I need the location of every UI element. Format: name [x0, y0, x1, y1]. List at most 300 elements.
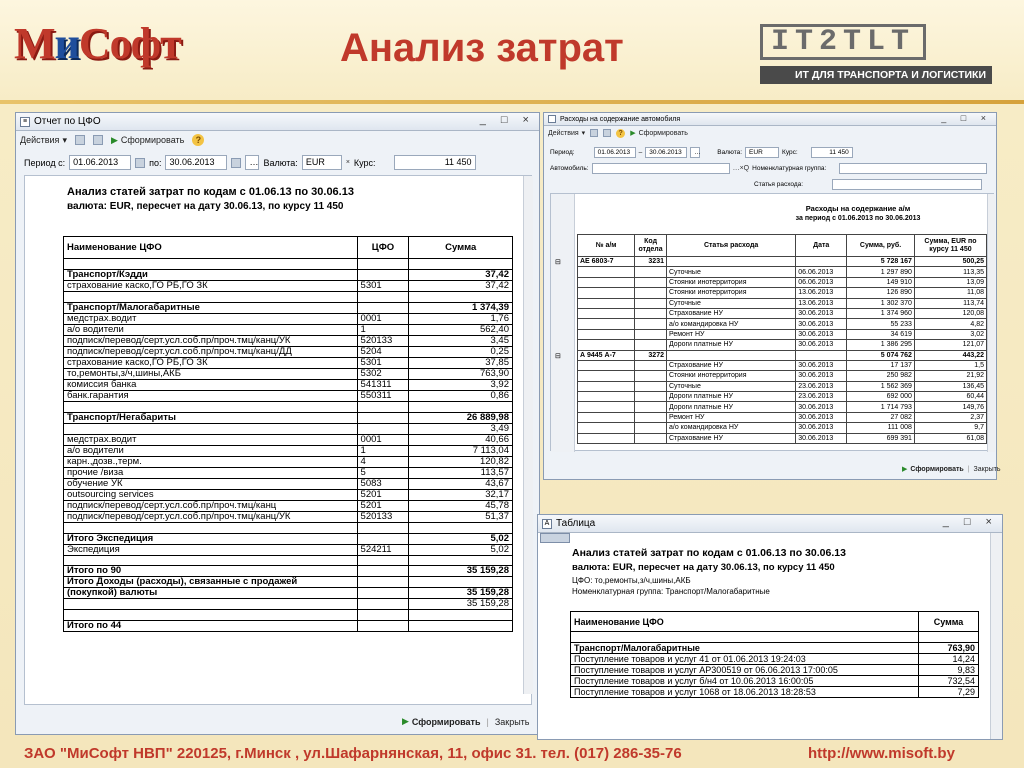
expense-item-cell: Стоянки инотерритория: [666, 288, 795, 298]
car-number-cell: [578, 360, 635, 370]
cfo-code-cell: 1: [357, 445, 409, 456]
table-row[interactable]: [64, 467, 513, 478]
cfo-name-cell: медстрах.водит: [64, 313, 358, 324]
table-row[interactable]: [578, 350, 987, 360]
help-icon[interactable]: ?: [616, 129, 625, 138]
sum-rub-cell: 1 562 369: [847, 381, 915, 391]
department-code-cell: [635, 288, 667, 298]
window-title: Таблица: [556, 518, 596, 529]
sum-cell: 7,29: [919, 686, 979, 697]
cfo-table: [63, 236, 513, 632]
cfo-name-cell: а/о водители: [64, 445, 358, 456]
table-row[interactable]: [571, 632, 979, 643]
rate-field[interactable]: 11 450: [811, 147, 853, 158]
name-cell: Поступление товаров и услуг 1068 от 18.06.2013 18:28:53: [571, 686, 919, 697]
build-button-bottom[interactable]: ▶ Сформировать: [902, 465, 964, 473]
sum-rub-cell: 692 000: [847, 392, 915, 402]
expense-item-cell: Страхование НУ: [666, 433, 795, 443]
table-row[interactable]: [64, 313, 513, 324]
table-row[interactable]: [64, 478, 513, 489]
sum-rub-cell: 149 910: [847, 277, 915, 287]
sum-cell: 32,17: [409, 489, 513, 500]
sum-rub-cell: 5 728 167: [847, 257, 915, 267]
table-row[interactable]: [571, 653, 979, 664]
column-header: Наименование ЦФО: [571, 612, 919, 632]
table-row[interactable]: [64, 489, 513, 500]
table-row[interactable]: [64, 357, 513, 368]
table-row[interactable]: [64, 324, 513, 335]
date-cell: 30.06.2013: [796, 360, 847, 370]
help-icon[interactable]: ?: [192, 134, 204, 146]
date-cell: [796, 257, 847, 267]
expense-item-cell: Стоянки инотерритория: [666, 371, 795, 381]
cfo-name-cell: [64, 599, 358, 610]
cfo-code-cell: [357, 599, 409, 610]
table-row[interactable]: [571, 675, 979, 686]
department-code-cell: [635, 423, 667, 433]
cfo-name-cell: Итого по 44: [64, 621, 358, 632]
table-row[interactable]: [64, 610, 513, 621]
sum-cell: 763,90: [409, 368, 513, 379]
table-row[interactable]: [64, 379, 513, 390]
variant-icon[interactable]: [93, 135, 103, 145]
sum-cell: 7 113,04: [409, 445, 513, 456]
period-from-field[interactable]: 01.06.2013: [594, 147, 636, 158]
table-row[interactable]: [578, 412, 987, 422]
build-button-bottom[interactable]: ▶ Сформировать: [402, 716, 481, 727]
expense-item-field[interactable]: [832, 179, 982, 190]
it2tlt-logo: IT2TLT ИТ ДЛЯ ТРАНСПОРТА И ЛОГИСТИКИ: [760, 24, 1010, 84]
car-number-cell: [578, 392, 635, 402]
company-address: ЗАО "МиСофт НВП" 220125, г.Минск , ул.Шафарнянская, 11, офис 31. тел. (017) 286-35-76: [24, 745, 682, 762]
name-cell: Поступление товаров и услуг АР300519 от 06.06.2013 17:00:05: [571, 664, 919, 675]
cfo-name-cell: Экспедиция: [64, 544, 358, 555]
date-cell: 30.06.2013: [796, 329, 847, 339]
sum-cell: 0,86: [409, 390, 513, 401]
table-row[interactable]: [578, 267, 987, 277]
report-area[interactable]: [550, 193, 994, 451]
cfo-name-cell: Итого Экспедиция: [64, 533, 358, 544]
department-code-cell: [635, 360, 667, 370]
website-link[interactable]: http://www.misoft.by: [808, 745, 955, 762]
cfo-code-cell: 4: [357, 456, 409, 467]
name-cell: Транспорт/Малогабаритные: [571, 642, 919, 653]
calendar-icon[interactable]: [135, 158, 145, 168]
cfo-name-cell: а/о водители: [64, 324, 358, 335]
date-cell: 30.06.2013: [796, 402, 847, 412]
table-row[interactable]: [64, 577, 513, 588]
period-select-button[interactable]: …: [245, 155, 259, 170]
department-code-cell: [635, 329, 667, 339]
report-area[interactable]: [24, 175, 532, 705]
table-row[interactable]: [64, 412, 513, 423]
table-row[interactable]: [64, 269, 513, 280]
department-code-cell: [635, 371, 667, 381]
build-button[interactable]: ▶ Сформировать: [630, 129, 688, 137]
sum-eur-cell: 113,74: [914, 298, 986, 308]
collapse-icon[interactable]: ⊟: [555, 259, 561, 266]
table-row[interactable]: [578, 340, 987, 350]
cfo-code-cell: [357, 566, 409, 577]
department-code-cell: [635, 412, 667, 422]
report-icon: ≡: [20, 117, 30, 127]
cfo-code-cell: [357, 423, 409, 434]
sum-cell: 26 889,98: [409, 412, 513, 423]
car-number-cell: [578, 319, 635, 329]
window-titlebar[interactable]: [544, 113, 996, 126]
table-row[interactable]: [578, 360, 987, 370]
window-titlebar[interactable]: [538, 515, 1002, 533]
cfo-code-cell: 541311: [357, 379, 409, 390]
table-icon: A: [542, 519, 552, 529]
expense-item-cell: [666, 350, 795, 360]
vertical-scrollbar[interactable]: [987, 194, 995, 452]
detail-table: [570, 611, 979, 698]
table-row[interactable]: [64, 280, 513, 291]
window-title: Отчет по ЦФО: [34, 116, 101, 127]
sum-cell: 9,83: [919, 664, 979, 675]
cfo-report-window: [15, 112, 540, 735]
department-code-cell: [635, 267, 667, 277]
table-row[interactable]: [578, 371, 987, 381]
expense-item-cell: а/о командировка НУ: [666, 319, 795, 329]
table-row[interactable]: [578, 319, 987, 329]
window-controls[interactable]: _ □ ×: [479, 114, 535, 126]
cfo-code-cell: 5204: [357, 346, 409, 357]
toolbar: [16, 131, 539, 149]
date-cell: 30.06.2013: [796, 319, 847, 329]
date-cell: 13.06.2013: [796, 288, 847, 298]
window-controls[interactable]: _ □ ×: [942, 516, 998, 528]
column-header: ЦФО: [357, 237, 409, 259]
period-to-field[interactable]: 30.06.2013: [165, 155, 227, 170]
table-row[interactable]: [578, 257, 987, 267]
actions-menu[interactable]: Действия ▾: [20, 134, 67, 145]
name-cell: Поступление товаров и услуг б/н4 от 10.06.2013 16:00:05: [571, 675, 919, 686]
vertical-scrollbar[interactable]: [990, 533, 1002, 739]
cfo-code-cell: [357, 269, 409, 280]
sum-cell: 51,37: [409, 511, 513, 522]
sum-cell: [409, 577, 513, 588]
car-number-cell: [578, 298, 635, 308]
table-row[interactable]: [64, 434, 513, 445]
report-title: Расходы на содержание а/м: [805, 204, 911, 213]
date-cell: [796, 350, 847, 360]
expense-filter-row: Статья расхода:: [754, 179, 982, 190]
cfo-code-cell: [357, 522, 409, 533]
table-row[interactable]: [64, 566, 513, 577]
cfo-name-cell: комиссия банка: [64, 379, 358, 390]
play-icon: ▶: [402, 716, 409, 726]
period-to-field[interactable]: 30.06.2013: [645, 147, 687, 158]
sum-rub-cell: 1 714 793: [847, 402, 915, 412]
cfo-name-cell: подписк/перевод/серт.усл.соб.пр/проч.тмц/канц/УК: [64, 511, 358, 522]
sum-eur-cell: 120,08: [914, 308, 986, 318]
close-button[interactable]: Закрыть: [973, 465, 1001, 473]
car-number-cell: [578, 423, 635, 433]
department-code-cell: [635, 433, 667, 443]
department-code-cell: [635, 392, 667, 402]
table-row[interactable]: [571, 642, 979, 653]
name-cell: Поступление товаров и услуг 41 от 01.06.2013 19:24:03: [571, 653, 919, 664]
filter-nomenclature: Номенклатурная группа: Транспорт/Малогабаритные: [572, 587, 770, 596]
table-row[interactable]: [64, 599, 513, 610]
sum-eur-cell: 2,37: [914, 412, 986, 422]
sum-rub-cell: 1 374 960: [847, 308, 915, 318]
expense-item-cell: а/о командировка НУ: [666, 423, 795, 433]
sum-cell: 45,78: [409, 500, 513, 511]
column-header: Сумма, EUR по курсу 11 450: [914, 235, 986, 257]
cfo-code-cell: [357, 533, 409, 544]
sum-rub-cell: 27 082: [847, 412, 915, 422]
table-row[interactable]: [578, 423, 987, 433]
table-row[interactable]: [64, 456, 513, 467]
sum-eur-cell: 9,7: [914, 423, 986, 433]
rate-field[interactable]: 11 450: [394, 155, 476, 170]
sum-cell: 3,49: [409, 423, 513, 434]
sum-eur-cell: 61,08: [914, 433, 986, 443]
expense-item-cell: Суточные: [666, 267, 795, 277]
table-row[interactable]: [64, 445, 513, 456]
expense-item-cell: Дороги платные НУ: [666, 340, 795, 350]
table-row[interactable]: [578, 381, 987, 391]
table-row[interactable]: [64, 588, 513, 599]
slide-header: [0, 0, 1024, 100]
table-row[interactable]: [578, 402, 987, 412]
table-row[interactable]: [578, 298, 987, 308]
toolbar: [544, 126, 996, 140]
nomenclature-group-field[interactable]: [839, 163, 987, 174]
date-cell: 30.06.2013: [796, 340, 847, 350]
expense-item-cell: Страхование НУ: [666, 308, 795, 318]
cfo-name-cell: подписк/перевод/серт.усл.соб.пр/проч.тмц/канц/УК: [64, 335, 358, 346]
cfo-code-cell: 1: [357, 324, 409, 335]
search-icon[interactable]: …×Q: [732, 165, 750, 172]
sum-cell: 120,82: [409, 456, 513, 467]
cfo-name-cell: [64, 291, 358, 302]
cfo-code-cell: 520133: [357, 335, 409, 346]
cfo-code-cell: 0001: [357, 434, 409, 445]
sum-cell: [409, 401, 513, 412]
sum-eur-cell: 3,02: [914, 329, 986, 339]
table-row[interactable]: [64, 390, 513, 401]
car-number-cell: [578, 288, 635, 298]
car-number-cell: [578, 433, 635, 443]
collapse-icon[interactable]: ⊟: [555, 353, 561, 360]
slide-title: Анализ затрат: [340, 26, 624, 70]
cfo-name-cell: страхование каско,ГО РБ,ГО ЗК: [64, 357, 358, 368]
cfo-code-cell: 520133: [357, 511, 409, 522]
table-row[interactable]: [64, 401, 513, 412]
actions-menu[interactable]: Действия ▾: [548, 129, 586, 137]
period-from-field[interactable]: 01.06.2013: [69, 155, 131, 170]
cfo-code-cell: 550311: [357, 390, 409, 401]
table-row[interactable]: [64, 291, 513, 302]
table-row[interactable]: [578, 308, 987, 318]
window-titlebar[interactable]: [16, 113, 539, 131]
car-number-cell: [578, 329, 635, 339]
sum-cell: 732,54: [919, 675, 979, 686]
table-row[interactable]: [64, 302, 513, 313]
car-number-cell: [578, 340, 635, 350]
table-row[interactable]: [64, 621, 513, 632]
column-header: Наименование ЦФО: [64, 237, 358, 259]
sum-rub-cell: 1 297 890: [847, 267, 915, 277]
report-subtitle: валюта: EUR, пересчет на дату 30.06.13, по курсу 11 450: [572, 562, 835, 573]
cfo-name-cell: обучение УК: [64, 478, 358, 489]
sum-rub-cell: 1 386 295: [847, 340, 915, 350]
table-window: [537, 514, 1003, 740]
cfo-name-cell: страхование каско,ГО РБ,ГО ЗК: [64, 280, 358, 291]
sum-cell: [409, 291, 513, 302]
date-cell: 30.06.2013: [796, 371, 847, 381]
slide-footer: [0, 742, 1024, 768]
table-row[interactable]: [64, 500, 513, 511]
table-row[interactable]: [64, 511, 513, 522]
cfo-code-cell: 5: [357, 467, 409, 478]
car-number-cell: [578, 402, 635, 412]
table-row[interactable]: [64, 555, 513, 566]
vertical-scrollbar[interactable]: [523, 176, 533, 694]
sum-cell: 43,67: [409, 478, 513, 489]
expense-item-cell: Ремонт НУ: [666, 329, 795, 339]
department-code-cell: 3231: [635, 257, 667, 267]
sum-eur-cell: 4,82: [914, 319, 986, 329]
cfo-code-cell: [357, 302, 409, 313]
cfo-code-cell: [357, 412, 409, 423]
department-code-cell: [635, 402, 667, 412]
sum-cell: [409, 610, 513, 621]
sum-eur-cell: 136,45: [914, 381, 986, 391]
table-row[interactable]: [578, 433, 987, 443]
params-row: Период: 01.06.2013 – 30.06.2013 … Валюта: EUR Курс: 11 450: [550, 147, 853, 158]
table-row[interactable]: [64, 522, 513, 533]
currency-field[interactable]: EUR: [745, 147, 779, 158]
variant-icon[interactable]: [603, 129, 611, 137]
car-field[interactable]: [592, 163, 730, 174]
cfo-code-cell: [357, 291, 409, 302]
table-row[interactable]: [571, 686, 979, 697]
cfo-code-cell: [357, 401, 409, 412]
window-controls[interactable]: _ □ ×: [941, 113, 992, 123]
table-row[interactable]: [64, 335, 513, 346]
date-cell: 06.06.2013: [796, 267, 847, 277]
report-icon: [548, 115, 556, 123]
clear-icon[interactable]: ×: [345, 159, 350, 166]
cfo-name-cell: [64, 610, 358, 621]
cfo-code-cell: [357, 259, 409, 270]
date-cell: 30.06.2013: [796, 423, 847, 433]
cfo-name-cell: Итого Доходы (расходы), связанные с продажей: [64, 577, 358, 588]
header-divider: [0, 100, 1024, 104]
report-title: Анализ статей затрат по кодам с 01.06.13 по 30.06.13: [572, 547, 846, 559]
settings-icon[interactable]: [590, 129, 598, 137]
cfo-name-cell: подписк/перевод/серт.усл.соб.пр/проч.тмц/канц: [64, 500, 358, 511]
table-row[interactable]: [578, 277, 987, 287]
build-button[interactable]: ▶ Сформировать: [110, 134, 185, 145]
sum-cell: [409, 555, 513, 566]
sum-rub-cell: 250 982: [847, 371, 915, 381]
sum-eur-cell: 11,08: [914, 288, 986, 298]
play-icon: ▶: [110, 134, 118, 145]
table-row[interactable]: [64, 346, 513, 357]
cfo-name-cell: медстрах.водит: [64, 434, 358, 445]
cfo-name-cell: Итого по 90: [64, 566, 358, 577]
car-number-cell: [578, 381, 635, 391]
date-cell: 06.06.2013: [796, 277, 847, 287]
table-row[interactable]: [578, 288, 987, 298]
sum-rub-cell: 1 302 370: [847, 298, 915, 308]
date-cell: 23.06.2013: [796, 392, 847, 402]
report-subtitle: валюта: EUR, пересчет на дату 30.06.13, по курсу 11 450: [67, 201, 344, 212]
sum-eur-cell: 121,07: [914, 340, 986, 350]
table-row[interactable]: [64, 423, 513, 434]
car-expenses-window: [543, 112, 1001, 480]
column-header: Сумма: [919, 612, 979, 632]
cfo-code-cell: 5201: [357, 489, 409, 500]
expense-item-cell: Страхование НУ: [666, 360, 795, 370]
cfo-code-cell: 5201: [357, 500, 409, 511]
car-expenses-table: [577, 234, 987, 444]
date-cell: 30.06.2013: [796, 308, 847, 318]
cfo-name-cell: outsourcing services: [64, 489, 358, 500]
cfo-name-cell: [64, 401, 358, 412]
table-row[interactable]: [578, 392, 987, 402]
car-number-cell: АЕ 6803-7: [578, 257, 635, 267]
table-row[interactable]: [64, 259, 513, 270]
sum-cell: 40,66: [409, 434, 513, 445]
sum-cell: 0,25: [409, 346, 513, 357]
expense-item-cell: Ремонт НУ: [666, 412, 795, 422]
table-row[interactable]: [578, 329, 987, 339]
cfo-name-cell: то,ремонты,з/ч,шины,АКБ: [64, 368, 358, 379]
sum-cell: 37,42: [409, 269, 513, 280]
calendar-icon[interactable]: [231, 158, 241, 168]
close-button[interactable]: Закрыть: [494, 716, 530, 727]
sum-cell: 763,90: [919, 642, 979, 653]
sum-cell: 35 159,28: [409, 599, 513, 610]
table-row[interactable]: [64, 368, 513, 379]
cfo-name-cell: прочие /виза: [64, 467, 358, 478]
cfo-name-cell: [64, 555, 358, 566]
cfo-code-cell: [357, 555, 409, 566]
expense-item-cell: Суточные: [666, 298, 795, 308]
department-code-cell: [635, 308, 667, 318]
report-subtitle: за период с 01.06.2013 по 30.06.2013: [795, 215, 921, 222]
sum-eur-cell: 443,22: [914, 350, 986, 360]
window-title: Расходы на содержание автомобиля: [560, 115, 681, 123]
sum-cell: 37,42: [409, 280, 513, 291]
car-number-cell: [578, 267, 635, 277]
currency-field[interactable]: EUR: [302, 155, 342, 170]
sum-eur-cell: 113,35: [914, 267, 986, 277]
chevron-down-icon: ▾: [581, 130, 586, 137]
table-row[interactable]: [64, 544, 513, 555]
table-row[interactable]: [64, 533, 513, 544]
column-header: Сумма, руб.: [847, 235, 915, 257]
column-header: Статья расхода: [666, 235, 795, 257]
expense-item-cell: [666, 257, 795, 267]
sum-cell: [409, 522, 513, 533]
settings-icon[interactable]: [75, 135, 85, 145]
period-select-button[interactable]: …: [690, 147, 700, 158]
table-row[interactable]: [571, 664, 979, 675]
date-cell: 13.06.2013: [796, 298, 847, 308]
department-code-cell: [635, 298, 667, 308]
expense-item-cell: Дороги платные НУ: [666, 392, 795, 402]
cfo-code-cell: [357, 621, 409, 632]
car-number-cell: [578, 412, 635, 422]
